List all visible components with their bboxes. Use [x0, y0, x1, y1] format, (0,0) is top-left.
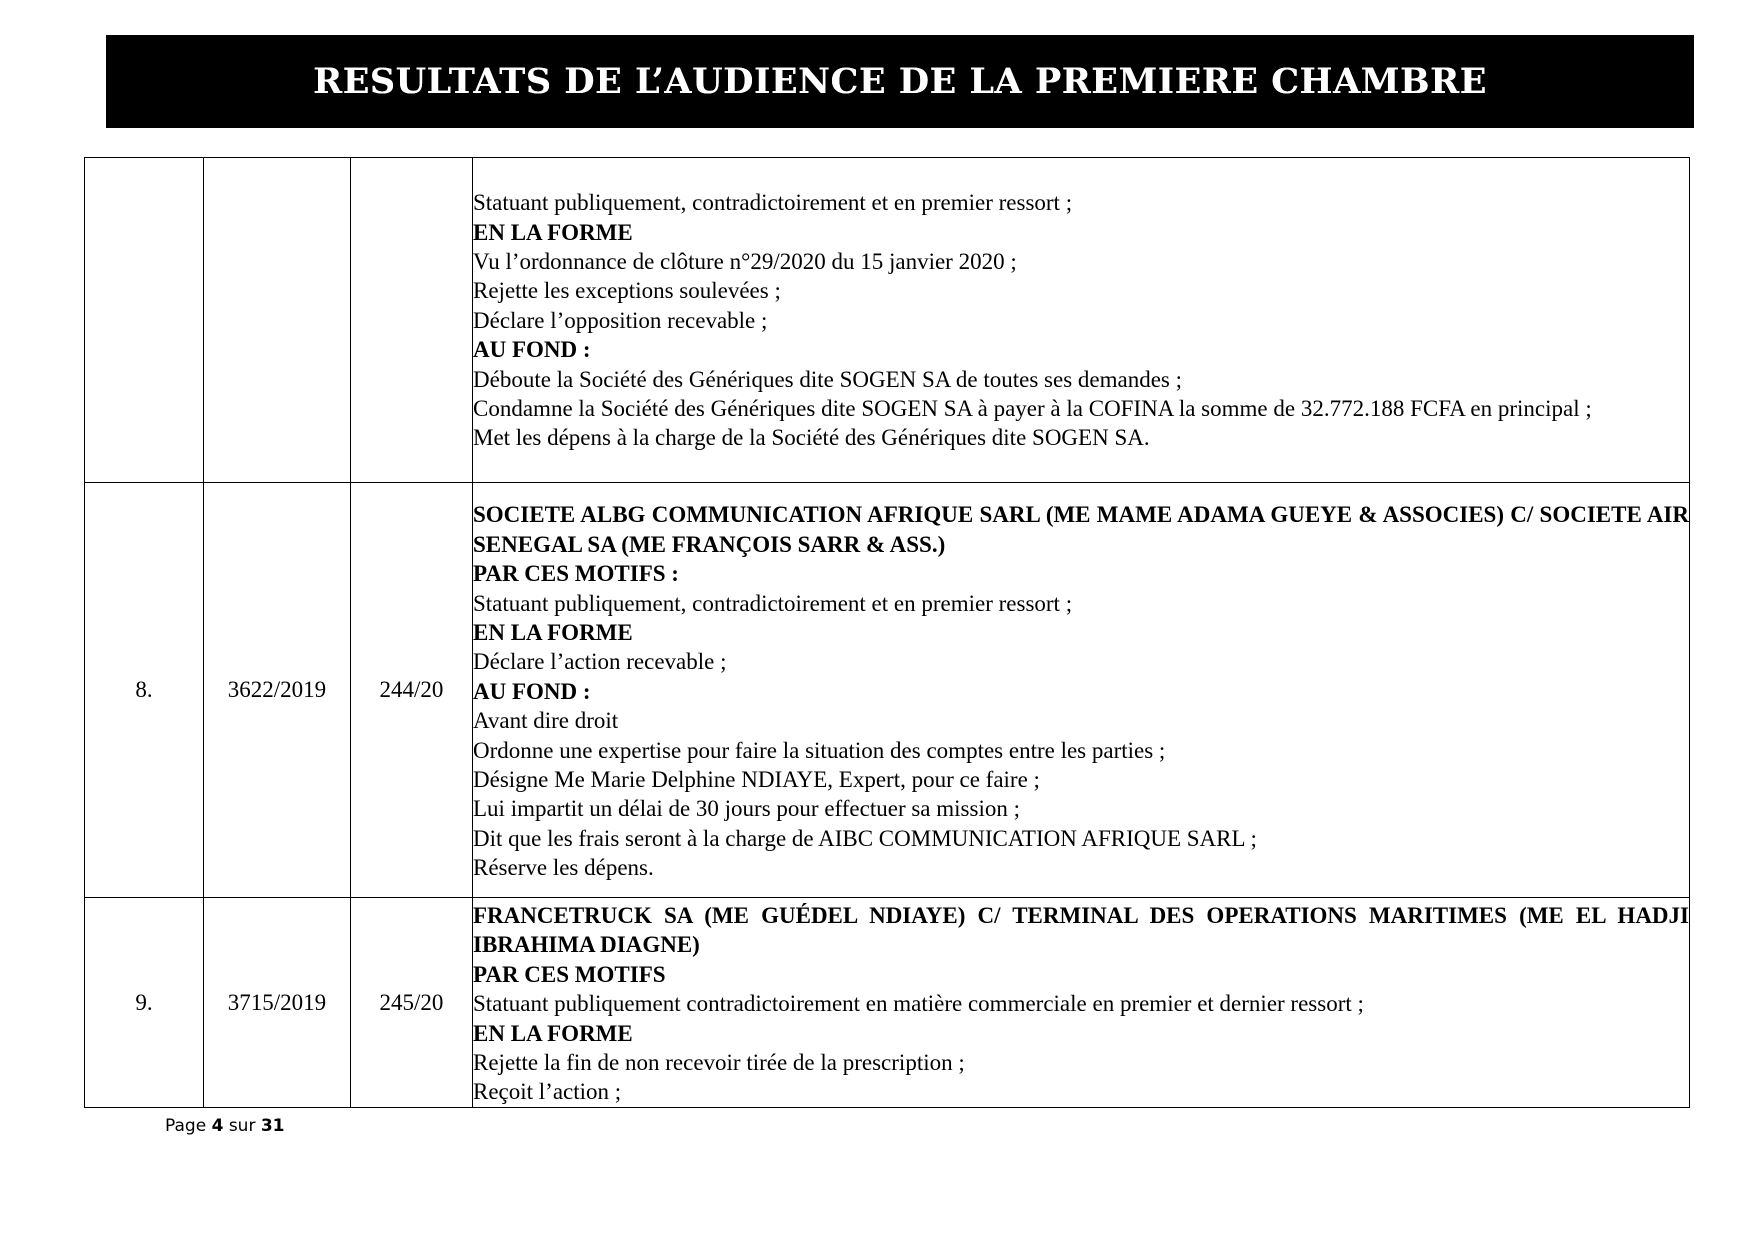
section-heading: EN LA FORME [473, 619, 633, 645]
decision-line: Dit que les frais seront à la charge de AIBC COMMUNICATION AFRIQUE SARL ; [473, 825, 1257, 851]
decision-content-cell [473, 158, 1690, 483]
decision-line: Rejette la fin de non recevoir tirée de la prescription ; [473, 1050, 965, 1076]
section-heading: EN LA FORME [473, 219, 633, 245]
table-row [85, 483, 1690, 898]
decision-line: Vu l’ordonnance de clôture n°29/2020 du 15 janvier 2020 ; [473, 248, 1017, 274]
decision-line: Déclare l’opposition recevable ; [473, 307, 768, 333]
section-heading: PAR CES MOTIFS [473, 961, 666, 987]
decision-line: Statuant publiquement, contradictoirement et en premier ressort ; [473, 590, 1073, 616]
decision-line: Réserve les dépens. [473, 855, 654, 881]
table-row [85, 898, 1690, 1108]
sur-label: sur [228, 1116, 256, 1136]
case-parties: FRANCETRUCK SA (ME GUÉDEL NDIAYE) C/ TERMINAL DES OPERATIONS MARITIMES (ME EL HADJI IBRAHIMA DIAGNE) [473, 903, 1689, 958]
page-title: RESULTATS DE L’AUDIENCE DE LA PREMIERE CHAMBRE [313, 61, 1487, 102]
decision-line: Déboute la Société des Génériques dite SOGEN SA de toutes ses demandes ; [473, 366, 1183, 392]
decision-line: Ordonne une expertise pour faire la situation des comptes entre les parties ; [473, 737, 1166, 763]
decision-content-cell [473, 483, 1690, 898]
decision-number-cell: 245/20 [351, 898, 473, 1108]
case-number-cell: 9. [85, 898, 204, 1108]
rg-number-cell [204, 158, 351, 483]
section-heading: AU FOND : [473, 337, 591, 363]
section-heading: PAR CES MOTIFS : [473, 561, 679, 587]
case-parties: SOCIETE ALBG COMMUNICATION AFRIQUE SARL (ME MAME ADAMA GUEYE & ASSOCIES) C/ SOCIETE AIR SENEGAL SA (ME FRANÇOIS SARR & ASS.) [473, 502, 1689, 557]
page-footer [165, 1116, 285, 1136]
decision-line: Désigne Me Marie Delphine NDIAYE, Expert, pour ce faire ; [473, 767, 1040, 793]
decision-line: Déclare l’action recevable ; [473, 649, 727, 675]
decision-line: Met les dépens à la charge de la Société des Génériques dite SOGEN SA. [473, 425, 1150, 451]
rg-number-cell: 3715/2019 [204, 898, 351, 1108]
decision-content-cell [473, 898, 1690, 1108]
page-total: 31 [260, 1116, 285, 1136]
decision-line: Rejette les exceptions soulevées ; [473, 278, 781, 304]
case-number-cell: 8. [85, 483, 204, 898]
decision-line: Statuant publiquement, contradictoirement et en premier ressort ; [473, 190, 1073, 216]
rg-number-cell: 3622/2019 [204, 483, 351, 898]
decision-line: Reçoit l’action ; [473, 1079, 622, 1105]
header-banner [106, 35, 1694, 128]
decision-line: Avant dire droit [473, 708, 619, 734]
decision-number-cell [351, 158, 473, 483]
decision-number-cell: 244/20 [351, 483, 473, 898]
section-heading: EN LA FORME [473, 1020, 633, 1046]
case-number-cell [85, 158, 204, 483]
page-label: Page [165, 1116, 207, 1136]
results-table [84, 157, 1690, 1108]
decision-line: Condamne la Société des Génériques dite SOGEN SA à payer à la COFINA la somme de 32.772.188 FCFA en principal ; [473, 396, 1592, 422]
section-heading: AU FOND : [473, 678, 591, 704]
decision-line: Statuant publiquement contradictoirement en matière commerciale en premier et dernier ressort ; [473, 991, 1364, 1017]
page-current: 4 [211, 1116, 224, 1136]
decision-line: Lui impartit un délai de 30 jours pour effectuer sa mission ; [473, 796, 1020, 822]
table-row [85, 158, 1690, 483]
